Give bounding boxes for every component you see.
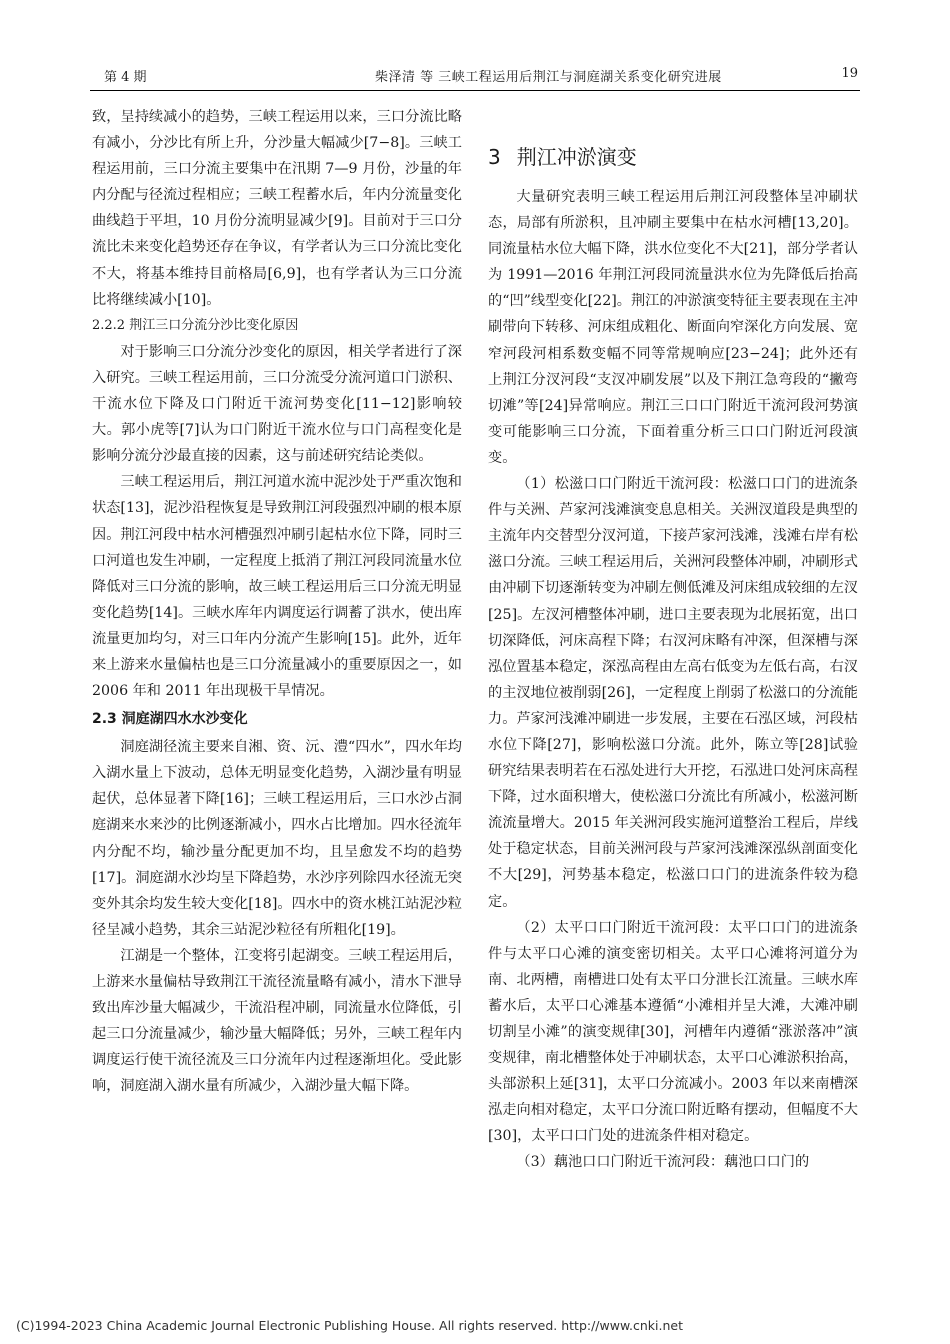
left-column [92, 104, 462, 1099]
section-heading-3 [488, 142, 858, 172]
copyright-footer: (C)1994-2023 China Academic Journal Electronic Publishing House. All rights reserved. http://www.cnki.net [16, 1318, 683, 1333]
paragraph: （2）太平口口门附近干流河段：太平口口门的进流条件与太平口心滩的演变密切相关。太平口心滩将河道分为南、北两槽，南槽进口处有太平口分泄长江流量。三峡水库蓄水后，太平口心滩基本遵循“小滩相并呈大滩，大滩冲刷切割呈小滩”的演变规律[30]，河槽年内遵循“涨淤落冲”演变规律，南北槽整体处于冲刷状态，太平口心滩淤积抬高，头部淤积上延[31]，太平口分流减小。2003 年以来南槽深泓走向相对稳定，太平口分流口附近略有摆动，但幅度不大[30]，太平口口门处的进流条件相对稳定。 [488, 919, 858, 1145]
issue-number: 第 4 期 [104, 70, 147, 85]
section-heading-2-3: 2.3 洞庭湖四水水沙变化 [92, 711, 248, 728]
running-header [90, 64, 860, 91]
section-title: 荆江冲淤演变 [516, 145, 637, 169]
subsection-heading-2-2-2: 2.2.2 荆江三口分流分沙比变化原因 [92, 317, 299, 333]
paragraph: （1）松滋口口门附近干流河段：松滋口口门的进流条件与关洲、芦家河浅滩演变息息相关。关洲汊道段是典型的主流年内交替型分汊河道，下接芦家河浅滩，浅滩右岸有松滋口分流。三峡工程运用后，关洲河段整体冲刷，冲刷形式由冲刷下切逐渐转变为冲刷左侧低滩及河床组成较细的左汊[25]。左汊河槽整体冲刷，进口主要表现为北展拓宽，出口切深降低，河床高程下降；右汊河床略有冲深，但深槽与深泓位置基本稳定，深泓高程由左高右低变为左低右高，右汊的主汊地位被削弱[26]，一定程度上削弱了松滋口的分流能力。芦家河浅滩冲刷进一步发展，主要在石泓区域，河段枯水位下降[27]，影响松滋口分流。此外，陈立等[28]试验研究结果表明若在石泓处进行大开挖，石泓进口处河床高程下降，过水面积增大，使松滋口分流比有所减小，松滋河断流流量增大。2015 年关洲河段实施河道整治工程后，岸线处于稳定状态，目前关洲河段与芦家河浅滩深泓纵剖面变化不大[29]，河势基本稳定，松滋口口门的进流条件较为稳定。 [488, 476, 858, 910]
paragraph: 大量研究表明三峡工程运用后荆江河段整体呈冲刷状态，局部有所淤积，且冲刷主要集中在枯水河槽[13,20]。同流量枯水位大幅下降，洪水位变化不大[21]，部分学者认为 1991—2016 年荆江河段同流量洪水位为先降低后抬高的“凹”线型变化[22]。荆江的冲淤演变特征主要表现在主冲刷带向下转移、河床组成粗化、断面向窄深化方向发展、宽窄河段河相系数变幅不同等常规响应[23−24]；此外还有上荆江分汊河段“支汊冲刷发展”以及下荆江急弯段的“撇弯切滩”等[24]异常响应。荆江三口口门附近干流河段河势演变可能影响三口分流，下面着重分析三口口门附近河段演变。 [488, 189, 858, 466]
paragraph: 三峡工程运用后，荆江河道水流中泥沙处于严重次饱和状态[13]，泥沙沿程恢复是导致荆江河段强烈冲刷的根本原因。荆江河段中枯水河槽强烈冲刷引起枯水位下降，同时三口河道也发生冲刷，一定程度上抵消了荆江河段同流量水位降低对三口分流的影响，故三峡工程运用后三口分流无明显变化趋势[14]。三峡水库年内调度运行调蓄了洪水，使出库流量更加均匀，对三口年内分流产生影响[15]。此外，近年来上游来水量偏枯也是三口分流量减小的重要原因之一，如 2006 年和 2011 年出现极干旱情况。 [92, 474, 462, 700]
right-column [488, 104, 858, 1176]
paragraph: 致，呈持续减小的趋势，三峡工程运用以来，三口分流比略有减小，分沙比有所上升，分沙量大幅减少[7−8]。三峡工程运用前，三口分流主要集中在汛期 7—9 月份，沙量的年内分配与径流过程相应；三峡工程蓄水后，年内分流量变化曲线趋于平坦，10 月份分流明显减少[9]。目前对于三口分流比未来变化趋势还存在争议，有学者认为三口分流比变化不大，将基本维持目前格局[6,9]，也有学者认为三口分流比将继续减小[10]。 [92, 109, 462, 308]
running-title: 柴泽清 等 三峡工程运用后荆江与洞庭湖关系变化研究进展 [375, 70, 722, 85]
paragraph: 洞庭湖径流主要来自湘、资、沅、澧“四水”，四水年均入湖水量上下波动，总体无明显变化趋势，入湖沙量有明显起伏，总体显著下降[16]；三峡工程运用后，三口水沙占洞庭湖来水来沙的比例逐渐减小，四水占比增加。四水径流年内分配不均，输沙量分配更加不均，且呈愈发不均的趋势[17]。洞庭湖水沙均呈下降趋势，水沙序列除四水径流无突变外其余均发生较大变化[18]。四水中的资水桃江站泥沙粒径呈减小趋势，其余三站泥沙粒径有所粗化[19]。 [92, 739, 462, 938]
paragraph: （3）藕池口口门附近干流河段：藕池口口门的 [516, 1154, 810, 1171]
paragraph: 江湖是一个整体，江变将引起湖变。三峡工程运用后，上游来水量偏枯导致荆江干流径流量略有减小，清水下泄导致出库沙量大幅减少，干流沿程冲刷，同流量水位降低，引起三口分流量减少，输沙量大幅降低；另外，三峡工程年内调度运行使干流径流及三口分流年内过程逐渐坦化。受此影响，洞庭湖入湖水量有所减少，入湖沙量大幅下降。 [92, 947, 462, 1095]
paragraph: 对于影响三口分流分沙变化的原因，相关学者进行了深入研究。三峡工程运用前，三口分流受分流河道口门淤积、干流水位下降及口门附近干流河势变化[11−12]影响较大。郭小虎等[7]认为口门附近干流水位与口门高程变化是影响分流分沙最直接的因素，这与前述研究结论类似。 [92, 343, 462, 465]
section-number: 3 [488, 145, 501, 169]
page-number: 19 [841, 66, 858, 81]
